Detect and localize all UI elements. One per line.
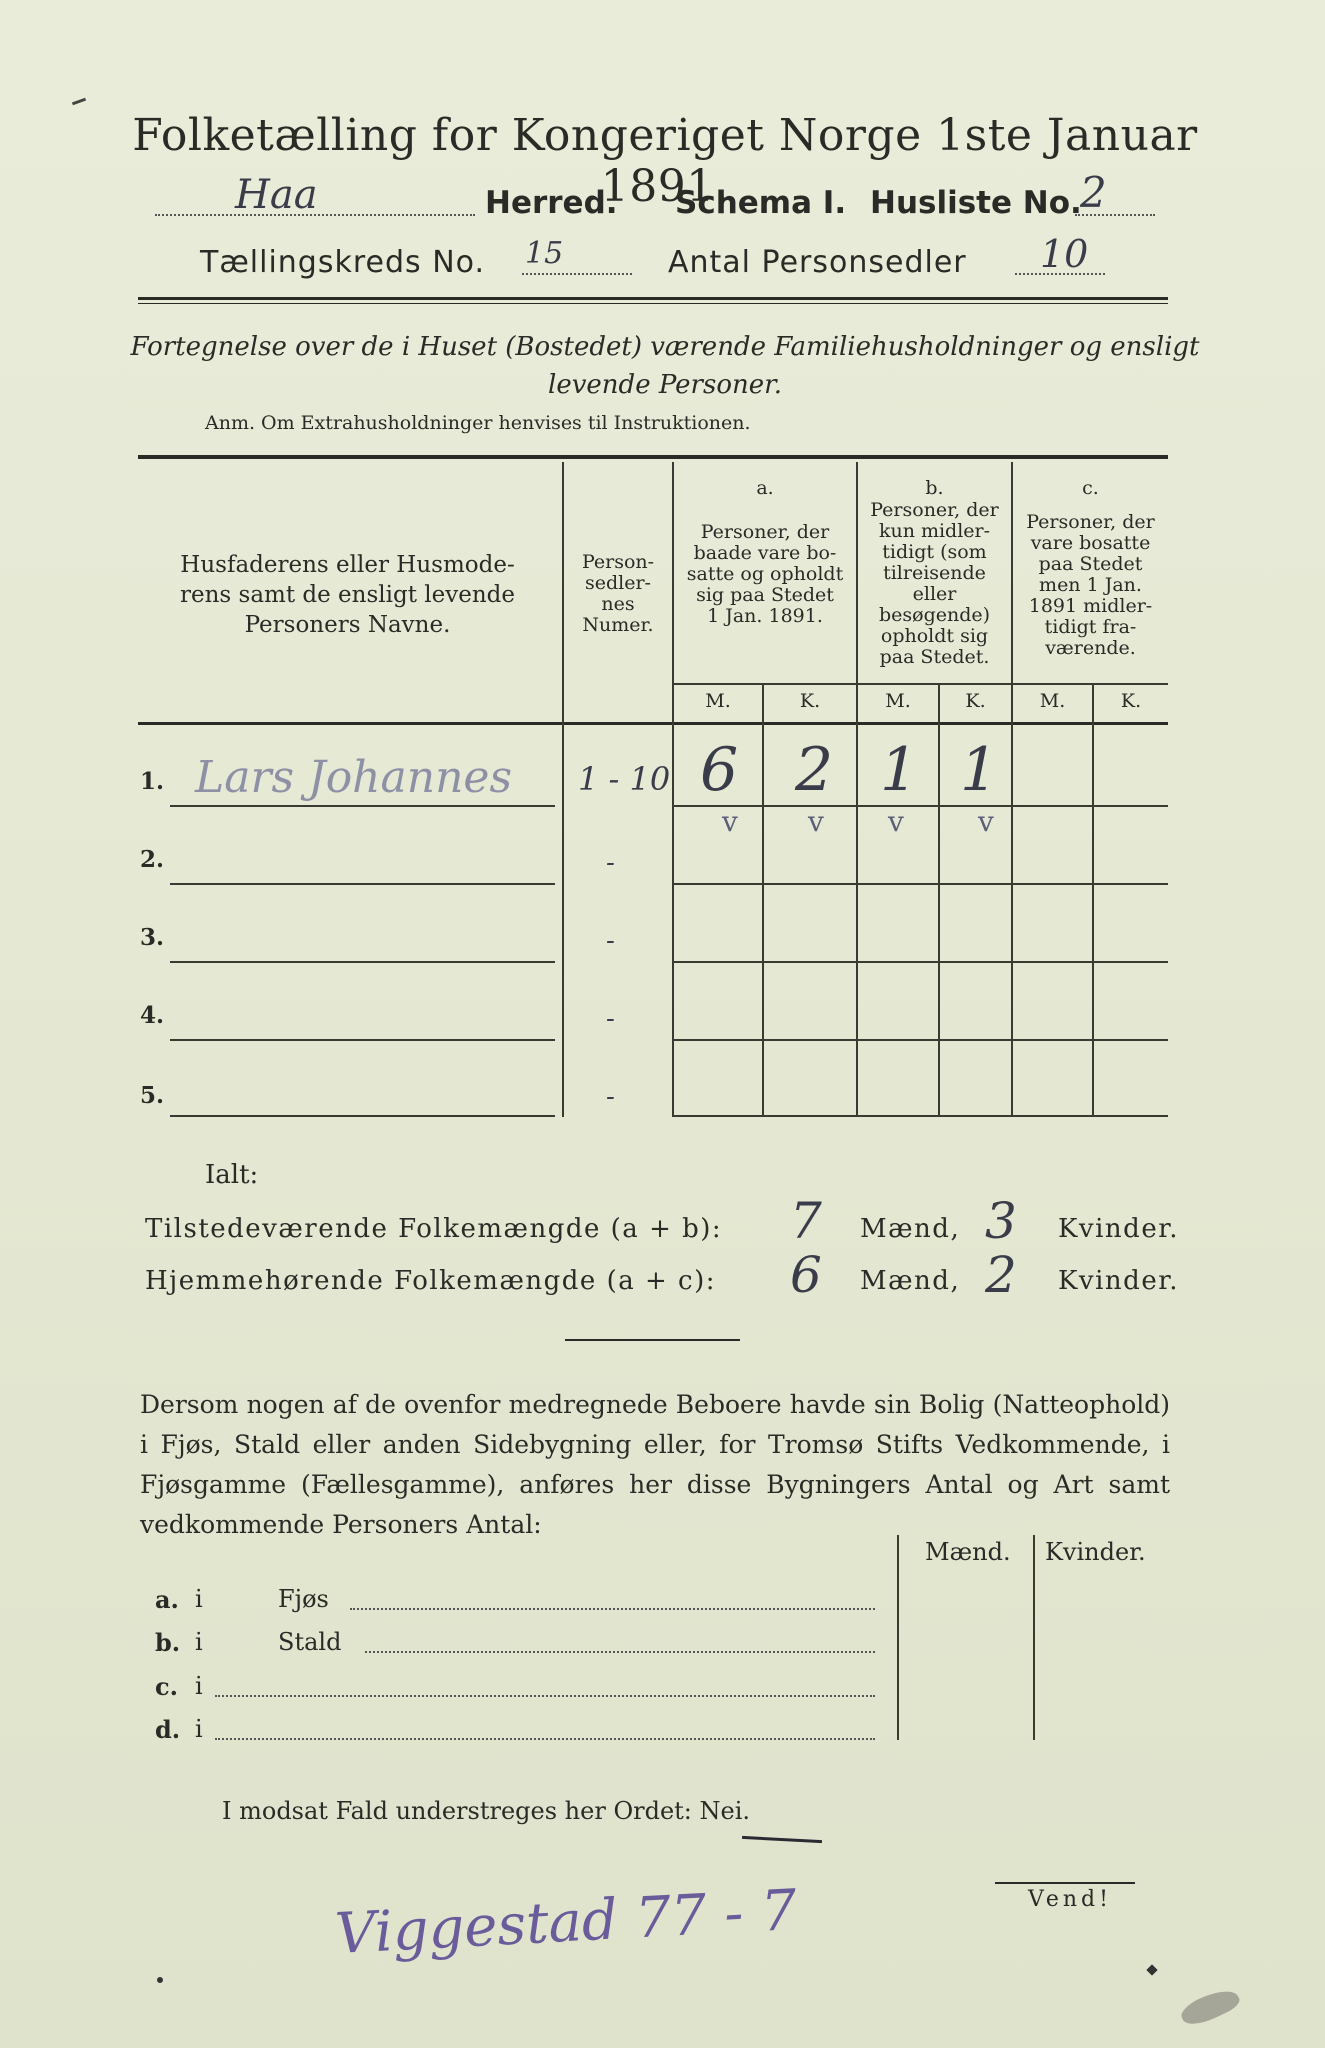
page-speck	[72, 98, 86, 106]
row-line	[170, 1039, 555, 1041]
husliste-label: Husliste No.	[870, 185, 1082, 221]
building-name: Stald	[278, 1628, 342, 1656]
buildings-divider	[1033, 1535, 1035, 1740]
col-c-line: tidigt fra-	[1044, 616, 1137, 638]
col-b-line: kun midler-	[878, 520, 991, 542]
building-letter: b.	[155, 1628, 181, 1657]
sidebygning-paragraph: Dersom nogen af de ovenfor medregnede Beboere havde sin Bolig (Natteophold) i Fjøs, Stald eller anden Sidebygning eller, for Tromsø Stifts Vedkommende, i Fjøsgamme (Fællesgamme), anføres her disse Bygningers Antal og Art samt vedkommende Personers Antal:	[140, 1390, 1170, 1539]
page-speck	[157, 1977, 163, 1983]
header-rule	[138, 297, 1168, 300]
row-sedler: -	[606, 926, 615, 956]
building-dots	[215, 1695, 875, 1697]
vend-label: Vend!	[1028, 1887, 1112, 1912]
building-letter: a.	[155, 1585, 179, 1614]
check-mark: v	[978, 805, 994, 838]
tilstede-maend: Mænd,	[860, 1214, 961, 1244]
col-c-line: vare bosatte	[1030, 532, 1151, 554]
col-name-header	[140, 550, 555, 640]
subtitle-line-2: levende Personer.	[548, 370, 782, 400]
col-b-header	[858, 500, 1011, 668]
col-c-line: 1891 midler-	[1028, 595, 1153, 617]
kreds-line	[522, 273, 632, 275]
row-line	[170, 805, 555, 807]
tilstede-kvinder: Kvinder.	[1058, 1214, 1180, 1244]
row-line	[170, 1115, 555, 1117]
row-number: 3.	[140, 924, 165, 951]
tilstede-k: 3	[985, 1192, 1017, 1250]
page-speck	[1146, 1964, 1157, 1975]
col-c-line: Personer, der	[1026, 511, 1155, 533]
husliste-value: 2	[1080, 168, 1107, 217]
page-stain	[1178, 1983, 1243, 2030]
col-divider	[938, 685, 940, 1117]
col-a-line: satte og opholdt	[686, 563, 844, 585]
hjemme-maend: Mænd,	[860, 1266, 961, 1296]
col-b-line: tilreisende	[883, 562, 986, 584]
buildings-kvinder-label: Kvinder.	[1045, 1538, 1146, 1566]
row-sedler: -	[606, 848, 615, 878]
building-letter: d.	[155, 1715, 181, 1744]
col-name-line: Husfaderens eller Husmode-	[180, 552, 515, 578]
antal-value: 10	[1040, 232, 1089, 276]
building-dots	[365, 1651, 875, 1653]
col-c-line: paa Stedet	[1038, 553, 1143, 575]
col-a-line: baade vare bo-	[693, 542, 837, 564]
check-mark: v	[722, 805, 738, 838]
col-a-letter: a.	[756, 477, 774, 499]
col-b-line: Personer, der	[870, 499, 999, 521]
row-line	[674, 805, 1168, 807]
hjemme-k: 2	[985, 1246, 1017, 1304]
check-mark: v	[808, 805, 824, 838]
col-b-m: M.	[885, 690, 911, 712]
row-number: 2.	[140, 846, 165, 873]
row-line	[674, 1039, 1168, 1041]
row-a-k: 2	[795, 735, 834, 805]
nei-underline	[742, 1836, 822, 1843]
building-name: Fjøs	[278, 1585, 329, 1613]
schema-label: Schema I.	[675, 185, 847, 221]
row-line	[674, 883, 1168, 885]
col-a-line: Personer, der	[700, 521, 830, 543]
check-mark: v	[888, 805, 904, 838]
col-b-line: tidigt (som	[882, 541, 987, 563]
hjemme-kvinder: Kvinder.	[1058, 1266, 1180, 1296]
form-subtitle	[130, 328, 1200, 404]
row-sedler: 1 - 10	[578, 760, 671, 798]
col-a-header	[674, 522, 856, 627]
building-dots	[215, 1738, 875, 1740]
kreds-value: 15	[525, 236, 564, 271]
col-c-k: K.	[1120, 690, 1142, 712]
hjemme-label: Hjemmehørende Folkemængde (a + c):	[145, 1266, 716, 1296]
col-b-k: K.	[965, 690, 986, 712]
col-c-m: M.	[1039, 690, 1066, 712]
antal-label: Antal Personsedler	[668, 245, 967, 280]
row-line	[170, 961, 555, 963]
col-divider	[762, 685, 764, 1117]
col-a-m: M.	[705, 690, 731, 712]
ialt-label: Ialt:	[205, 1160, 259, 1190]
building-dots	[350, 1608, 875, 1610]
col-b-line: eller	[912, 583, 957, 605]
row-sedler: -	[606, 1082, 615, 1112]
col-c-line: men 1 Jan.	[1039, 574, 1142, 596]
row-b-m: 1	[880, 735, 919, 805]
row-a-m: 6	[700, 735, 739, 805]
col-b-letter: b.	[925, 477, 944, 499]
col-a-line: sig paa Stedet	[696, 584, 834, 606]
col-a-line: 1 Jan. 1891.	[707, 605, 823, 627]
building-letter: c.	[155, 1672, 178, 1701]
row-sedler: -	[606, 1004, 615, 1034]
col-num-line: Person-	[581, 551, 655, 573]
row-line	[674, 961, 1168, 963]
mk-rule	[672, 683, 1168, 685]
kreds-label: Tællingskreds No.	[200, 245, 485, 280]
tilstede-m: 7	[790, 1192, 822, 1250]
col-c-header	[1013, 512, 1168, 659]
buildings-divider	[897, 1535, 899, 1740]
row-line	[674, 1115, 1168, 1117]
building-i: i	[195, 1585, 203, 1613]
col-divider	[1092, 685, 1094, 1117]
building-i: i	[195, 1628, 203, 1656]
col-b-line: paa Stedet.	[879, 646, 990, 668]
table-top-rule	[138, 455, 1168, 459]
herred-label: Herred.	[485, 185, 618, 221]
table-header-rule	[138, 722, 1168, 725]
col-c-line: værende.	[1045, 637, 1136, 659]
row-number: 5.	[140, 1082, 165, 1109]
header-rule-thin	[138, 303, 1168, 304]
col-num-line: nes	[601, 593, 635, 615]
col-name-line: Personers Navne.	[244, 612, 451, 638]
col-num-header	[564, 552, 672, 636]
col-c-letter: c.	[1082, 477, 1099, 499]
modsat-text: I modsat Fald understreges her Ordet: Nei.	[222, 1797, 751, 1825]
col-num-line: Numer.	[582, 614, 654, 636]
form-title: Folketælling for Kongeriget Norge 1ste Januar 1891.	[132, 110, 1198, 212]
col-b-line: besøgende)	[878, 604, 991, 626]
subtitle-line-1: Fortegnelse over de i Huset (Bostedet) værende Familiehusholdninger og ensligt	[130, 332, 1200, 362]
row-line	[170, 883, 555, 885]
handwritten-note: Viggestad 77 - 7	[333, 1877, 799, 1968]
row-number: 4.	[140, 1002, 165, 1029]
section-divider	[565, 1339, 740, 1341]
vend-rule	[995, 1882, 1135, 1884]
building-i: i	[195, 1715, 203, 1743]
buildings-maend-label: Mænd.	[925, 1538, 1011, 1566]
col-name-line: rens samt de ensligt levende	[180, 582, 515, 608]
row-b-k: 1	[960, 735, 999, 805]
herred-value: Haa	[235, 172, 318, 218]
row-number: 1.	[140, 768, 165, 795]
tilstede-label: Tilstedeværende Folkemængde (a + b):	[145, 1214, 723, 1244]
col-b-line: opholdt sig	[880, 625, 989, 647]
col-num-line: sedler-	[585, 572, 651, 594]
hjemme-m: 6	[790, 1246, 822, 1304]
row-name: Lars Johannes	[195, 752, 513, 803]
building-i: i	[195, 1672, 203, 1700]
anm-note: Anm. Om Extrahusholdninger henvises til Instruktionen.	[205, 412, 751, 434]
col-a-k: K.	[799, 690, 821, 712]
